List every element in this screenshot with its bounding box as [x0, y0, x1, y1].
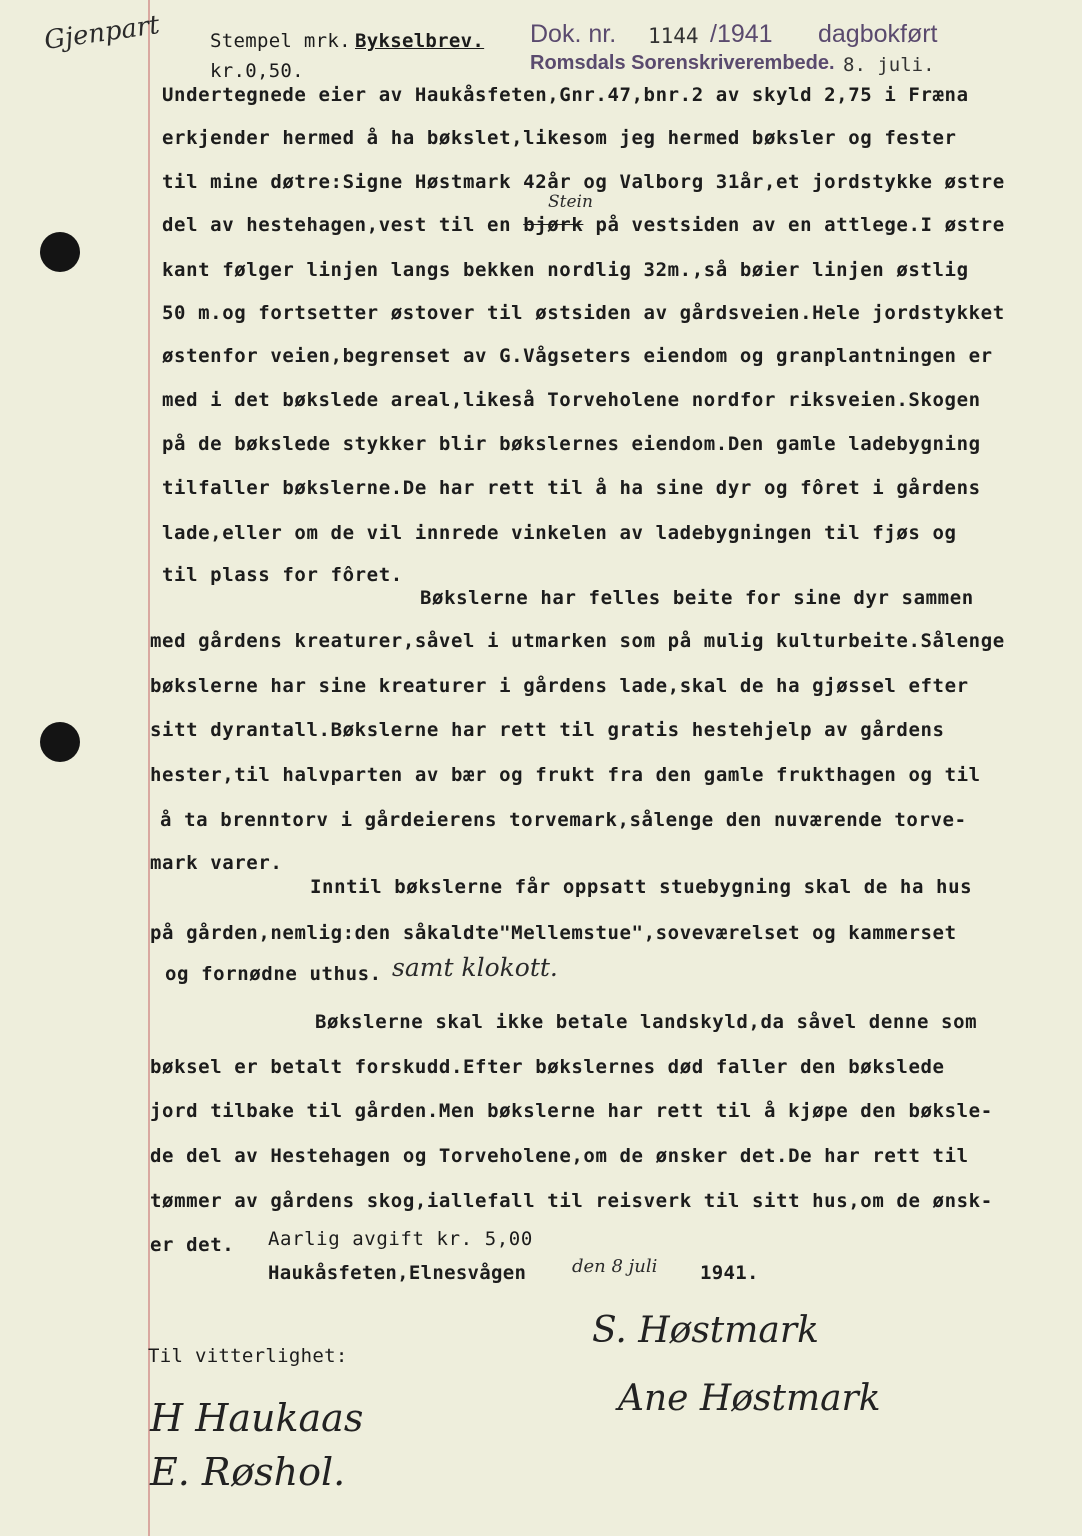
corner-note: Gjenpart: [42, 10, 162, 56]
body-line: Bøkslerne har felles beite for sine dyr sammen: [420, 587, 974, 609]
document-type: Bykselbrev.: [355, 30, 485, 52]
stamp-label: Stempel mrk.: [210, 30, 351, 52]
place: Haukåsfeten,Elnesvågen: [268, 1262, 527, 1284]
body-line: på gården,nemlig:den såkaldte"Mellemstue",soveværelset og kammerset: [150, 922, 957, 944]
body-line: til plass for fôret.: [162, 564, 403, 586]
body-line: kant følger linjen langs bekken nordlig 32m.,så bøier linjen østlig: [162, 259, 969, 281]
body-line: til mine døtre:Signe Høstmark 42år og Valborg 31år,et jordstykke østre: [162, 171, 1005, 193]
body-line: og fornødne uthus.: [165, 963, 382, 985]
annual-fee: Aarlig avgift kr. 5,00: [268, 1228, 533, 1250]
handwritten-date: den 8 juli: [572, 1256, 658, 1277]
body-line-amended: [162, 214, 1005, 236]
body-line: erkjender hermed å ha bøkslet,likesom jeg hermed bøksler og fester: [162, 127, 957, 149]
body-line: mark varer.: [150, 852, 283, 874]
line-end: på vestsiden av en attlege.I østre: [595, 214, 1005, 236]
place-year: 1941.: [700, 1262, 759, 1284]
document-number: 1144: [648, 24, 699, 48]
stamp-amount: kr.0,50.: [210, 60, 304, 82]
body-line: tilfaller bøkslerne.De har rett til å ha sine dyr og fôret i gårdens: [162, 477, 981, 499]
body-line: å ta brenntorv i gårdeierens torvemark,sålenge den nuværende torve-: [160, 809, 967, 831]
witness-1-signature: H Haukaas: [150, 1396, 364, 1440]
punch-hole: [40, 722, 80, 762]
handwritten-addition: samt klokott.: [392, 953, 558, 982]
witness-label: Til vitterlighet:: [148, 1345, 348, 1367]
line-start: del av hestehagen,vest til en: [162, 214, 512, 236]
office-stamp: Romsdals Sorenskriverembede.: [530, 52, 835, 74]
body-line: Inntil bøkslerne får oppsatt stuebygning skal de ha hus: [310, 876, 973, 898]
body-line: med i det bøkslede areal,likeså Torveholene nordfor riksveien.Skogen: [162, 389, 981, 411]
body-line: lade,eller om de vil innrede vinkelen av ladebygningen til fjøs og: [162, 522, 957, 544]
dok-nr-label: Dok. nr.: [530, 20, 617, 48]
body-line: 50 m.og fortsetter østover til østsiden av gårdsveien.Hele jordstykket: [162, 302, 1005, 324]
body-line: østenfor veien,begrenset av G.Vågseters eiendom og granplantningen er: [162, 345, 993, 367]
witness-2-signature: E. Røshol.: [150, 1450, 346, 1494]
body-line: bøksel er betalt forskudd.Efter bøkslernes død faller den bøkslede: [150, 1056, 945, 1078]
body-line: hester,til halvparten av bær og frukt fra den gamle frukthagen og til: [150, 764, 981, 786]
dagbokfort-label: dagbokført: [818, 20, 938, 48]
body-line: jord tilbake til gården.Men bøkslerne har rett til å kjøpe den bøksle-: [150, 1100, 993, 1122]
body-line: på de bøkslede stykker blir bøkslernes eiendom.Den gamle ladebygning: [162, 433, 981, 455]
signature-2: Ane Høstmark: [618, 1378, 881, 1419]
body-line: er det.: [150, 1234, 235, 1256]
document-year: /1941: [710, 20, 773, 48]
handwritten-insert: Stein: [548, 192, 593, 212]
signature-1: S. Høstmark: [592, 1310, 819, 1351]
body-line: med gårdens kreaturer,såvel i utmarken som på mulig kulturbeite.Sålenge: [150, 630, 1005, 652]
stamp-date: 8. juli.: [843, 54, 935, 76]
body-line: sitt dyrantall.Bøkslerne har rett til gratis hestehjelp av gårdens: [150, 719, 945, 741]
punch-hole: [40, 232, 80, 272]
body-line: bøkslerne har sine kreaturer i gårdens lade,skal de ha gjøssel efter: [150, 675, 969, 697]
body-line: Undertegnede eier av Haukåsfeten,Gnr.47,bnr.2 av skyld 2,75 i Fræna: [162, 84, 969, 106]
body-line: Bøkslerne skal ikke betale landskyld,da såvel denne som: [315, 1011, 978, 1033]
body-line: de del av Hestehagen og Torveholene,om de ønsker det.De har rett til: [150, 1145, 969, 1167]
struck-word: bjørk: [523, 214, 584, 236]
body-line: tømmer av gårdens skog,iallefall til reisverk til sitt hus,om de ønsk-: [150, 1190, 993, 1212]
